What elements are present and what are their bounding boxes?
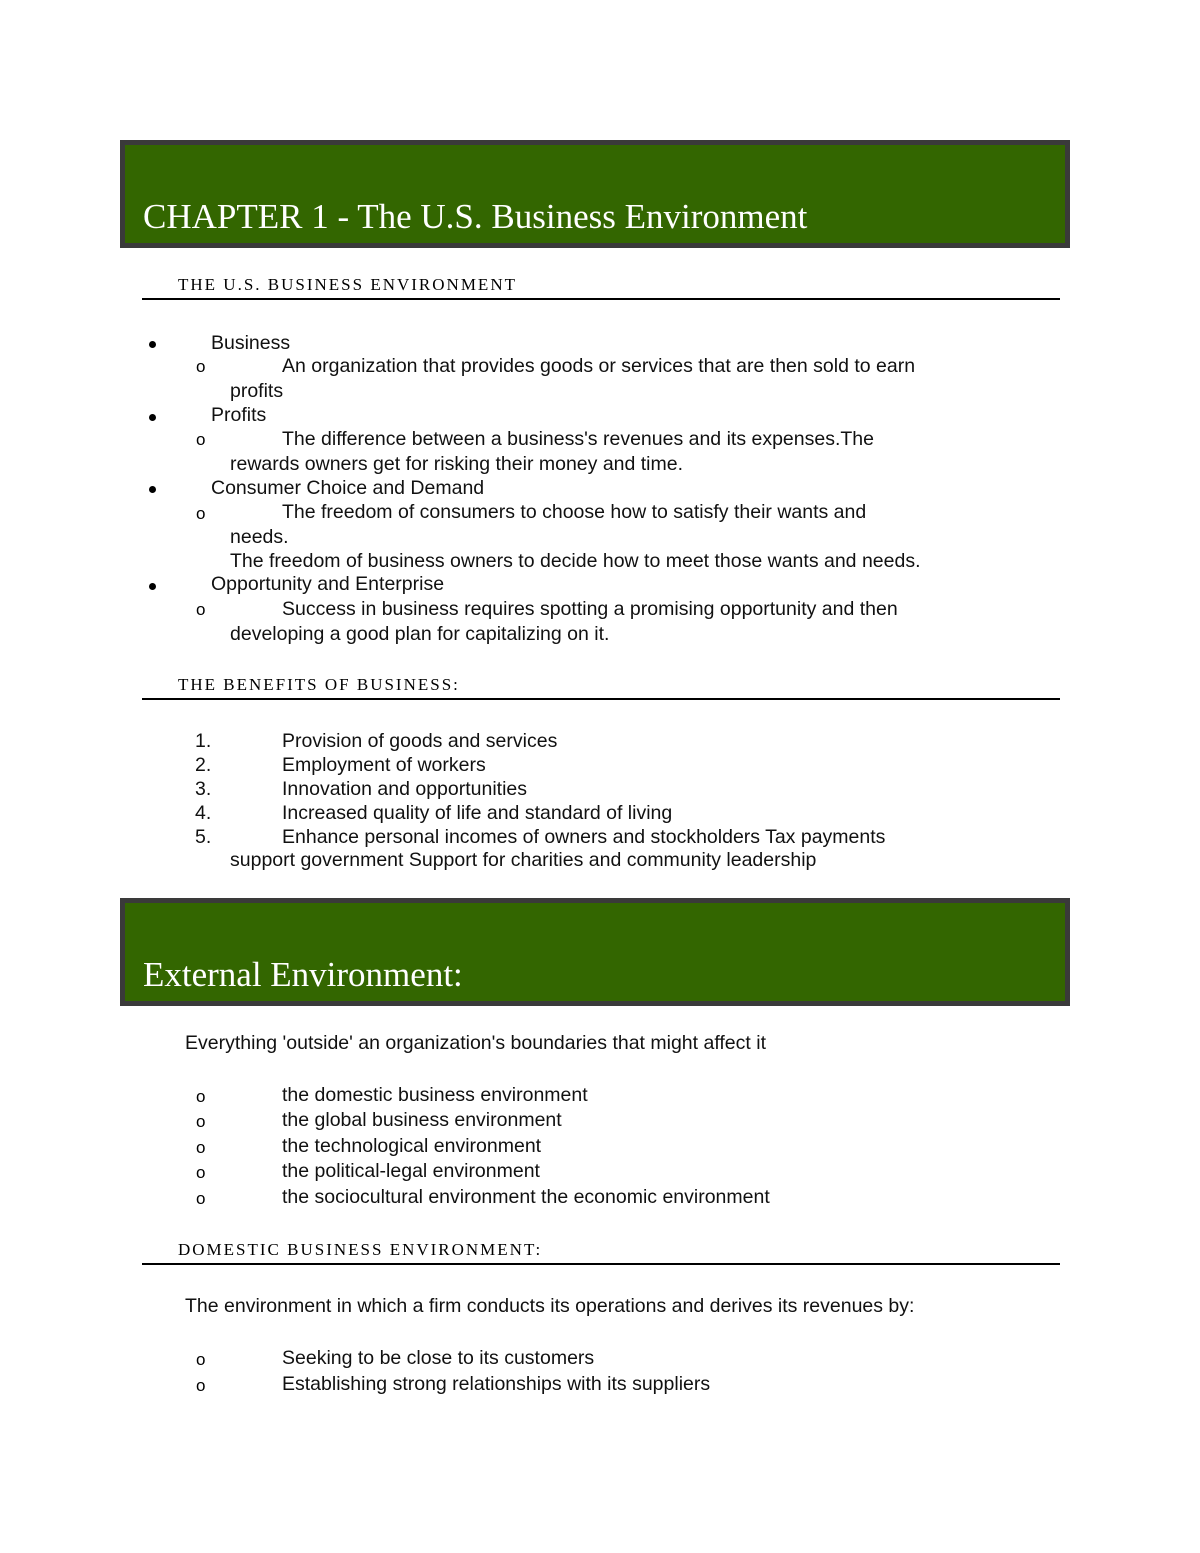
list-item: the sociocultural environment the economic environment	[282, 1186, 770, 1208]
definition-line: The freedom of business owners to decide how to meet those wants and needs.	[230, 550, 921, 572]
sub-bullet-icon: o	[196, 504, 206, 523]
chapter-title: CHAPTER 1 - The U.S. Business Environment	[143, 197, 808, 236]
bullet-icon	[149, 333, 159, 343]
sub-bullet-icon: o	[196, 1376, 206, 1395]
chapter-banner	[120, 140, 1070, 248]
sub-bullet-icon: o	[196, 430, 206, 449]
list-number: 1.	[195, 730, 212, 752]
list-number: 5.	[195, 826, 212, 848]
term-opportunity: Opportunity and Enterprise	[211, 573, 445, 595]
bullet-icon	[149, 406, 159, 416]
sub-bullet-icon: o	[196, 1112, 206, 1131]
sub-bullet-icon: o	[196, 1350, 206, 1369]
sub-bullet-icon: o	[196, 600, 206, 619]
list-number: 4.	[195, 802, 212, 824]
definition-line: The difference between a business's revenues and its expenses.The	[282, 428, 874, 450]
sub-bullet-icon: o	[196, 1138, 206, 1157]
definition-line: needs.	[230, 526, 289, 548]
external-banner	[120, 898, 1070, 1006]
definition-line: profits	[230, 380, 284, 402]
section-heading-domestic	[142, 1240, 1060, 1265]
definition-line: rewards owners get for risking their money and time.	[230, 453, 684, 475]
list-item-continuation: support government Support for charities and community leadership	[230, 849, 817, 871]
bullet-icon	[149, 478, 159, 488]
definition-line: developing a good plan for capitalizing on it.	[230, 623, 610, 645]
list-number: 3.	[195, 778, 212, 800]
list-item: Seeking to be close to its customers	[282, 1347, 595, 1369]
list-item: Enhance personal incomes of owners and stockholders Tax payments	[282, 826, 886, 848]
list-item: the domestic business environment	[282, 1084, 588, 1106]
list-item: Increased quality of life and standard of living	[282, 802, 673, 824]
bullet-icon	[149, 575, 159, 585]
section-heading-us-business	[142, 275, 1060, 300]
sub-bullet-icon: o	[196, 1189, 206, 1208]
list-item: the global business environment	[282, 1109, 562, 1131]
list-item: the political-legal environment	[282, 1160, 540, 1182]
section-heading-text: THE BENEFITS OF BUSINESS:	[178, 675, 460, 694]
term-profits: Profits	[211, 404, 267, 426]
section-heading-text: THE U.S. BUSINESS ENVIRONMENT	[178, 275, 517, 294]
term-business: Business	[211, 332, 291, 354]
list-item: Employment of workers	[282, 754, 486, 776]
external-title: External Environment:	[143, 955, 463, 994]
list-number: 2.	[195, 754, 212, 776]
external-intro: Everything 'outside' an organization's boundaries that might affect it	[185, 1032, 766, 1054]
definition-line: The freedom of consumers to choose how to satisfy their wants and	[282, 501, 867, 523]
list-item: Innovation and opportunities	[282, 778, 528, 800]
sub-bullet-icon: o	[196, 1163, 206, 1182]
sub-bullet-icon: o	[196, 1087, 206, 1106]
domestic-intro: The environment in which a firm conducts its operations and derives its revenues by:	[185, 1295, 915, 1317]
term-consumer-choice: Consumer Choice and Demand	[211, 477, 485, 499]
list-item: the technological environment	[282, 1135, 542, 1157]
section-heading-text: DOMESTIC BUSINESS ENVIRONMENT:	[178, 1240, 543, 1259]
sub-bullet-icon: o	[196, 357, 206, 376]
definition-line: An organization that provides goods or services that are then sold to earn	[282, 355, 916, 377]
section-heading-benefits	[142, 675, 1060, 700]
list-item: Establishing strong relationships with its suppliers	[282, 1373, 711, 1395]
list-item: Provision of goods and services	[282, 730, 558, 752]
definition-line: Success in business requires spotting a promising opportunity and then	[282, 598, 898, 620]
